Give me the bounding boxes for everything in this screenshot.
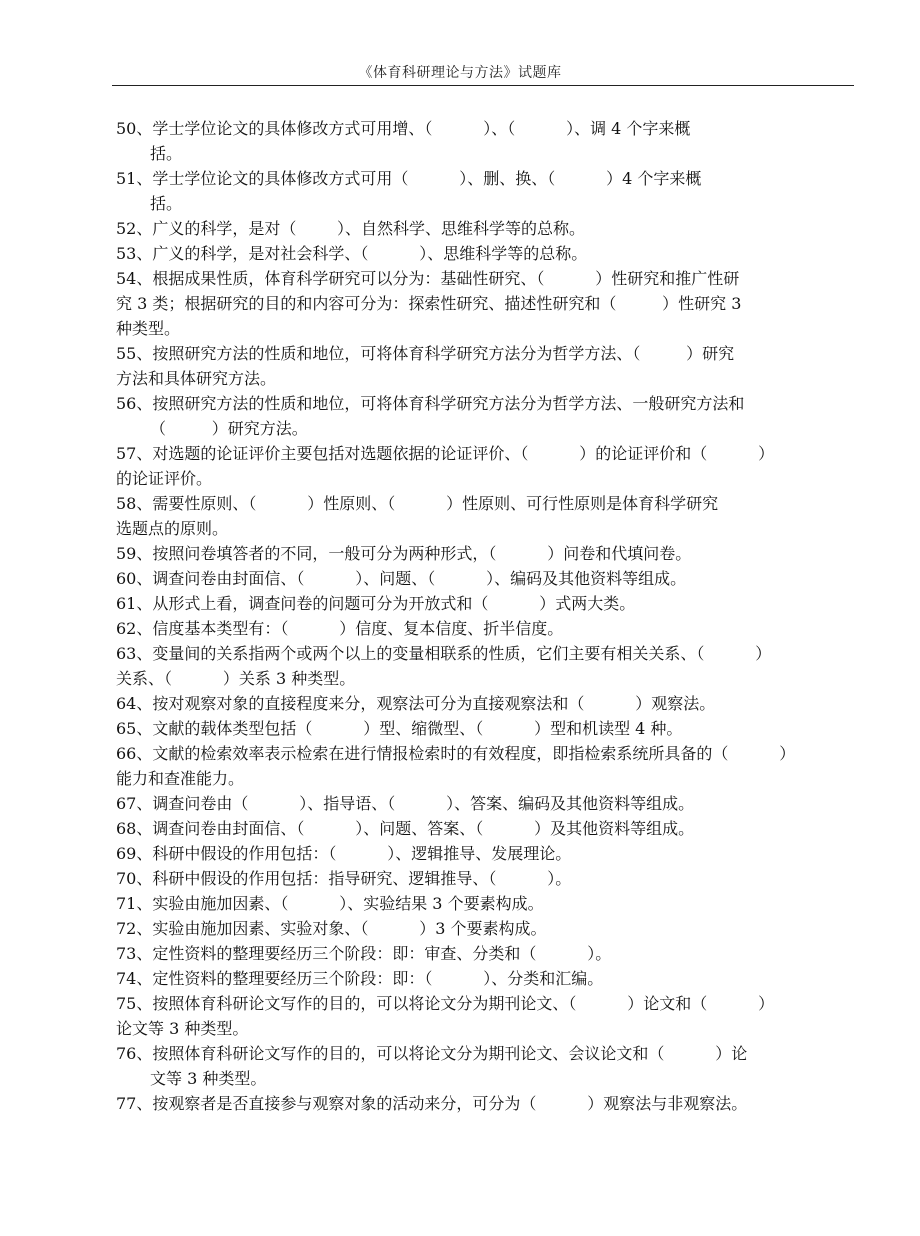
question-item	[116, 966, 886, 991]
question-line: 能力和查准能力。	[116, 769, 245, 788]
question-item	[116, 566, 886, 591]
question-line: 70、科研中假设的作用包括：指导研究、逻辑推导、（ ）。	[116, 869, 572, 888]
question-line: 53、广义的科学，是对社会科学、（ ）、思维科学等的总称。	[116, 244, 588, 263]
page-header-title: 《体育科研理论与方法》试题库	[358, 65, 562, 81]
question-line: 75、按照体育科研论文写作的目的，可以将论文分为期刊论文、（ ）论文和（ ）	[116, 994, 775, 1013]
question-line: （ ）研究方法。	[150, 419, 308, 438]
question-item	[116, 1041, 886, 1091]
question-line: 关系、（ ）关系 3 种类型。	[116, 669, 356, 688]
question-line: 73、定性资料的整理要经历三个阶段：即：审查、分类和（ ）。	[116, 944, 612, 963]
question-item	[116, 866, 886, 891]
question-item	[116, 541, 886, 566]
question-line: 51、学士学位论文的具体修改方式可用（ ）、删、换、（ ）4 个字来概	[116, 169, 702, 188]
question-line: 选题点的原则。	[116, 519, 229, 538]
question-line: 58、需要性原则、（ ）性原则、（ ）性原则、可行性原则是体育科学研究	[116, 494, 719, 513]
question-line: 61、从形式上看，调查问卷的问题可分为开放式和（ ）式两大类。	[116, 594, 636, 613]
question-item	[116, 841, 886, 866]
question-item	[116, 266, 886, 341]
question-line: 59、按照问卷填答者的不同，一般可分为两种形式，（ ）问卷和代填问卷。	[116, 544, 692, 563]
question-line: 文等 3 种类型。	[150, 1069, 267, 1088]
question-line: 52、广义的科学，是对（ ）、自然科学、思维科学等的总称。	[116, 219, 586, 238]
question-item	[116, 116, 886, 166]
question-item	[116, 641, 886, 691]
question-item	[116, 616, 886, 641]
question-item	[116, 391, 886, 441]
question-line: 66、文献的检索效率表示检索在进行情报检索时的有效程度，即指检索系统所具备的（ ）	[116, 744, 796, 763]
question-item	[116, 216, 886, 241]
question-line: 括。	[150, 194, 183, 213]
question-line: 60、调查问卷由封面信、（ ）、问题、（ ）、编码及其他资料等组成。	[116, 569, 687, 588]
header-divider	[112, 85, 854, 86]
question-line: 76、按照体育科研论文写作的目的，可以将论文分为期刊论文、会议论文和（ ）论	[116, 1044, 748, 1063]
question-item	[116, 716, 886, 741]
question-item	[116, 691, 886, 716]
question-line: 55、按照研究方法的性质和地位，可将体育科学研究方法分为哲学方法、（ ）研究	[116, 344, 735, 363]
question-item	[116, 1091, 886, 1116]
question-item	[116, 941, 886, 966]
question-line: 种类型。	[116, 319, 181, 338]
question-line: 括。	[150, 144, 183, 163]
question-item	[116, 241, 886, 266]
question-line: 54、根据成果性质，体育科学研究可以分为：基础性研究、（ ）性研究和推广性研	[116, 269, 740, 288]
question-line: 究 3 类；根据研究的目的和内容可分为：探索性研究、描述性研究和（ ）性研究 3	[116, 294, 742, 313]
question-line: 方法和具体研究方法。	[116, 369, 277, 388]
question-line: 69、科研中假设的作用包括：（ ）、逻辑推导、发展理论。	[116, 844, 572, 863]
question-line: 74、定性资料的整理要经历三个阶段：即：（ ）、分类和汇编。	[116, 969, 604, 988]
question-item	[116, 816, 886, 841]
question-item	[116, 741, 886, 791]
question-line: 63、变量间的关系指两个或两个以上的变量相联系的性质，它们主要有相关关系、（ ）	[116, 644, 772, 663]
question-line: 57、对选题的论证评价主要包括对选题依据的论证评价、（ ）的论证评价和（ ）	[116, 444, 775, 463]
question-line: 67、调查问卷由（ ）、指导语、（ ）、答案、编码及其他资料等组成。	[116, 794, 695, 813]
question-line: 64、按对观察对象的直接程度来分，观察法可分为直接观察法和（ ）观察法。	[116, 694, 716, 713]
question-item	[116, 591, 886, 616]
question-item	[116, 166, 886, 216]
question-line: 的论证评价。	[116, 469, 213, 488]
question-list	[116, 116, 886, 1116]
question-line: 50、学士学位论文的具体修改方式可用增、（ ）、（ ）、调 4 个字来概	[116, 119, 691, 138]
question-item	[116, 491, 886, 541]
question-line: 论文等 3 种类型。	[116, 1019, 249, 1038]
question-line: 62、信度基本类型有：（ ）信度、复本信度、折半信度。	[116, 619, 564, 638]
question-line: 77、按观察者是否直接参与观察对象的活动来分，可分为（ ）观察法与非观察法。	[116, 1094, 748, 1113]
question-item	[116, 441, 886, 491]
question-item	[116, 891, 886, 916]
question-item	[116, 916, 886, 941]
question-line: 72、实验由施加因素、实验对象、（ ）3 个要素构成。	[116, 919, 547, 938]
question-item	[116, 791, 886, 816]
question-item	[116, 341, 886, 391]
question-item	[116, 991, 886, 1041]
question-line: 65、文献的载体类型包括（ ）型、缩微型、（ ）型和机读型 4 种。	[116, 719, 683, 738]
question-line: 56、按照研究方法的性质和地位，可将体育科学研究方法分为哲学方法、一般研究方法和	[116, 394, 745, 413]
question-line: 68、调查问卷由封面信、（ ）、问题、答案、（ ）及其他资料等组成。	[116, 819, 695, 838]
question-line: 71、实验由施加因素、（ ）、实验结果 3 个要素构成。	[116, 894, 544, 913]
